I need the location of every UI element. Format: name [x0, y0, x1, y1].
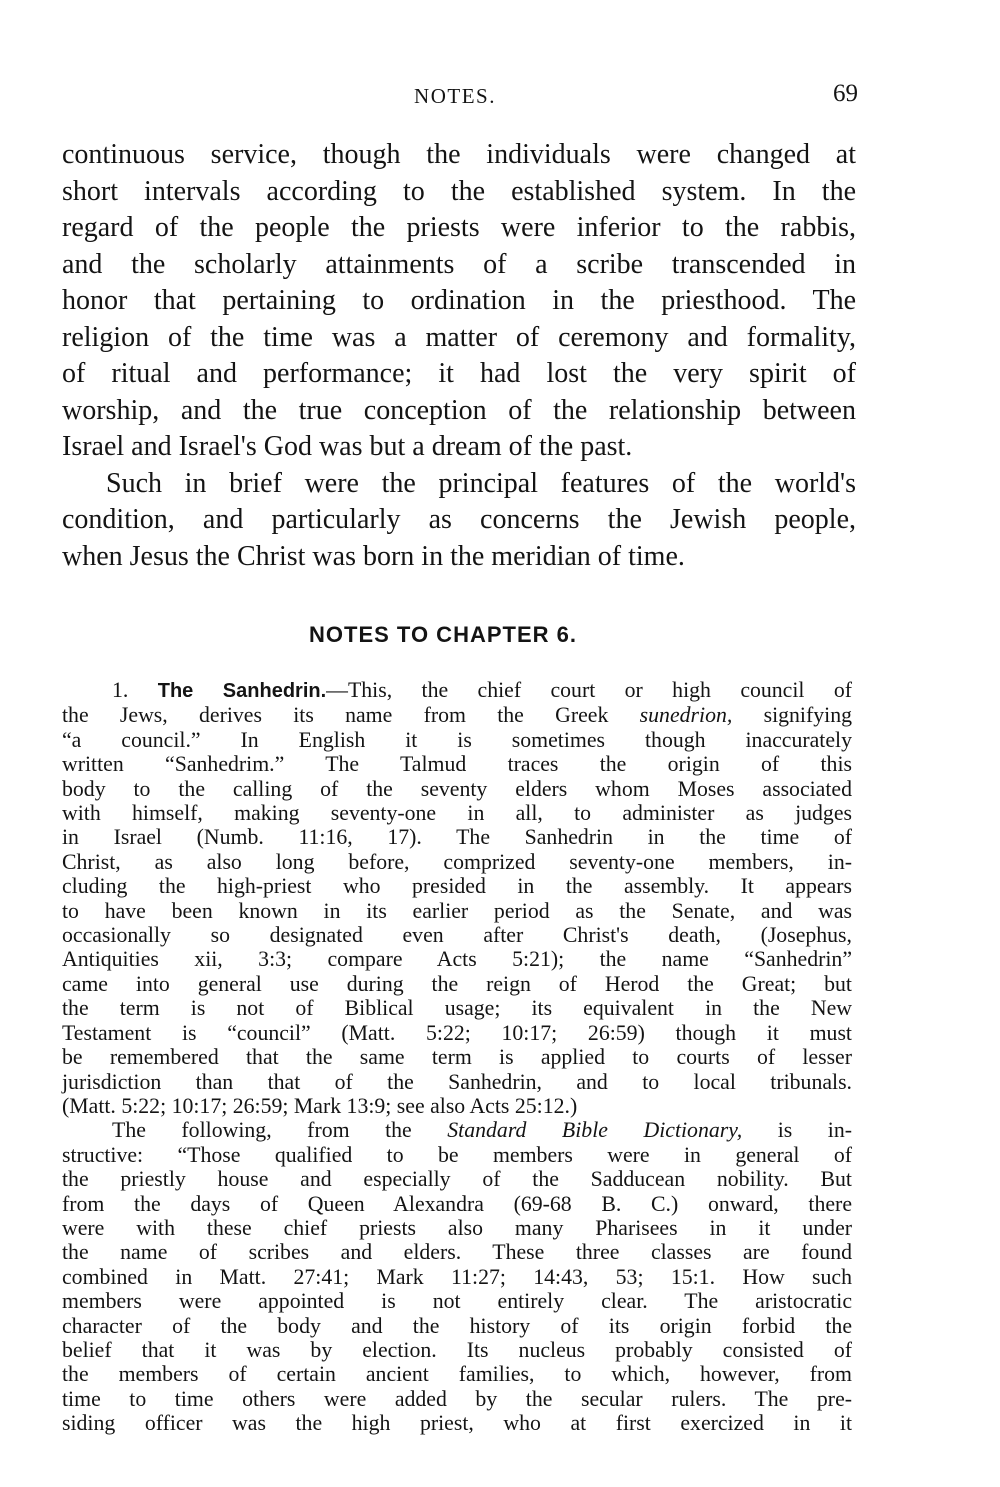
note-line: jurisdiction than that of the Sanhedrin, and to local tribunals. — [62, 1069, 852, 1094]
notes-section — [62, 678, 852, 1436]
note-line: belief that it was by election. Its nucleus probably consisted of — [62, 1337, 852, 1362]
note-line — [62, 1118, 852, 1142]
note-text: The following, from the — [112, 1118, 448, 1143]
running-title: NOTES. — [414, 84, 496, 108]
text-line: continuous service, though the individuals were changed at — [62, 139, 856, 170]
note-line: the name of scribes and elders. These three classes are found — [62, 1240, 852, 1265]
text-line: worship, and the true conception of the relationship between — [62, 394, 856, 426]
note-first-line — [62, 678, 852, 703]
note-line: body to the calling of the seventy elders whom Moses associated — [62, 776, 852, 801]
note-line: were with these chief priests also many Pharisees in it under — [62, 1215, 852, 1240]
note-line: siding officer was the high priest, who at first exercized in it — [62, 1411, 852, 1436]
note-line: combined in Matt. 27:41; Mark 11:27; 14:43, 53; 15:1. How such — [62, 1264, 852, 1289]
text-line: when Jesus the Christ was born in the meridian of time. — [62, 540, 685, 572]
note-line: written “Sanhedrim.” The Talmud traces the origin of this — [62, 752, 852, 777]
text-line: honor that pertaining to ordination in the priesthood. The — [62, 285, 856, 316]
text-line: and the scholarly attainments of a scribe transcended in — [62, 248, 856, 280]
note-line: cluding the high-priest who presided in the assembly. It appears — [62, 874, 852, 899]
body-paragraph — [62, 466, 856, 576]
text-line: Such in brief were the principal features of the world's — [106, 467, 856, 499]
note-line: the members of certain ancient families, to which, however, from — [62, 1362, 852, 1387]
note-line: the priestly house and especially of the Sadducean nobility. But — [62, 1167, 852, 1192]
note-text: the Jews, derives its name from the Greek — [62, 703, 640, 728]
note-line: occasionally so designated even after Christ's death, (Josephus, — [62, 923, 852, 948]
note-text: —This, the chief court or high council of — [326, 678, 853, 702]
note-line: (Matt. 5:22; 10:17; 26:59; Mark 13:9; see also Acts 25:12.) — [62, 1093, 578, 1118]
text-line: regard of the people the priests were inferior to the rabbis, — [62, 212, 856, 243]
italic-term: Standard Bible Dictionary, — [447, 1118, 743, 1143]
running-head — [0, 82, 1000, 112]
note-line: in Israel (Numb. 11:16, 17). The Sanhedrin in the time of — [62, 825, 852, 850]
page-number: 69 — [833, 80, 858, 107]
note-line: Antiquities xii, 3:3; compare Acts 5:21); the name “Sanhedrin” — [62, 947, 852, 972]
note-number: 1. — [112, 678, 129, 702]
note-line: with himself, making seventy-one in all, to administer as judges — [62, 801, 852, 826]
note-line: members were appointed is not entirely clear. The aristocratic — [62, 1289, 852, 1314]
note-line: character of the body and the history of its origin forbid the — [62, 1313, 852, 1338]
note-text: is in- — [742, 1118, 852, 1143]
body-paragraph — [62, 137, 856, 466]
note-line: be remembered that the same term is applied to courts of lesser — [62, 1045, 852, 1070]
main-text — [62, 137, 856, 575]
note-line: Testament is “council” (Matt. 5:22; 10:17; 26:59) though it must — [62, 1020, 852, 1045]
text-line: condition, and particularly as concerns the Jewish people, — [62, 504, 856, 535]
note-title: The Sanhedrin. — [157, 680, 327, 702]
note-line: came into general use during the reign of Herod the Great; but — [62, 971, 852, 996]
text-line: of ritual and performance; it had lost the very spirit of — [62, 358, 856, 389]
note-line — [62, 703, 852, 727]
chapter-heading: NOTES TO CHAPTER 6. — [309, 622, 577, 647]
note-line: the term is not of Biblical usage; its equivalent in the New — [62, 996, 852, 1021]
note-line: from the days of Queen Alexandra (69-68 B. C.) onward, there — [62, 1191, 852, 1216]
text-line: short intervals according to the established system. In the — [62, 175, 856, 207]
italic-term: sunedrion, — [639, 703, 733, 728]
note-line: to have been known in its earlier period as the Senate, and was — [62, 898, 852, 923]
text-line: religion of the time was a matter of ceremony and formality, — [62, 321, 856, 353]
note-text: signifying — [732, 703, 852, 728]
text-line: Israel and Israel's God was but a dream of the past. — [62, 431, 633, 462]
note-line: structive: “Those qualified to be members were in general of — [62, 1142, 852, 1167]
note-line: time to time others were added by the secular rulers. The pre- — [62, 1386, 852, 1411]
note-line: “a council.” In English it is sometimes though inaccurately — [62, 727, 852, 752]
note-line: Christ, as also long before, comprized seventy-one members, in- — [62, 849, 852, 874]
